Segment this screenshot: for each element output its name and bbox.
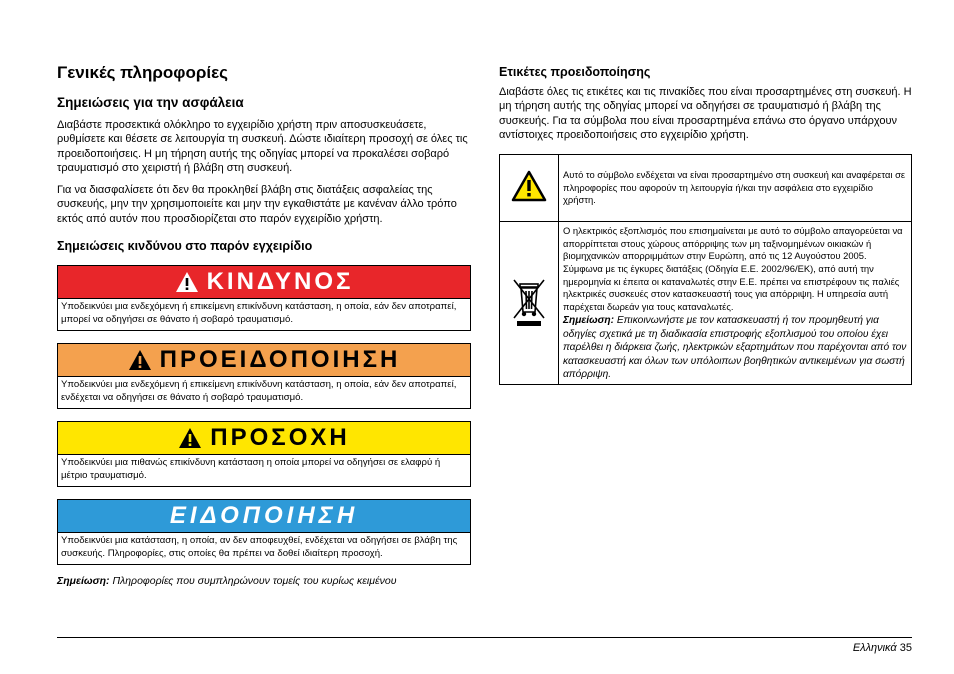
- danger-box: [57, 265, 471, 331]
- footer: [853, 642, 912, 654]
- hazard-heading: Σημειώσεις κινδύνου στο παρόν εγχειρίδιο: [57, 239, 313, 254]
- labels-paragraph: Διαβάστε όλες τις ετικέτες και τις πινακίδες που είναι προσαρτημένες στη συσκευή. Η μη τήρηση αυτής της οδηγίας μπορεί να οδηγήσει σε τραυματισμό ή βλάβη της συσκευής. Για τα σύμβολα που είναι προσαρτημένα επάνω στο όργανο υπάρχουν αντίστοιχες προειδοποιήσεις στο εγχειρίδιο χρήστη.: [499, 86, 912, 141]
- section-title: Γενικές πληροφορίες: [57, 63, 228, 82]
- labels-heading: Ετικέτες προειδοποίησης: [499, 65, 651, 79]
- right-column: [499, 64, 912, 385]
- warning-triangle-icon: [128, 349, 152, 371]
- notice-header: [58, 500, 470, 532]
- safety-heading: Σημειώσεις για την ασφάλεια: [57, 95, 244, 110]
- safety-paragraph-2: Για να διασφαλίσετε ότι δεν θα προκληθεί βλάβη στις διατάξεις ασφαλείας της συσκευής, μην την χρησιμοποιείτε και μην την εγκαθιστάτε με κανέναν άλλο τρόπο εκτός από αυτόν που προσδιορίζεται στο παρόν εγχειρίδιο χρήστη.: [57, 184, 457, 225]
- safety-paragraph-1: Διαβάστε προσεκτικά ολόκληρο το εγχειρίδιο χρήστη πριν αποσυσκευάσετε, ρυθμίσετε και θέσετε σε λειτουργία τη συσκευή. Δώστε ιδιαίτερη προσοχή σε όλες τις προειδοποιήσεις. Η μη τήρηση αυτής της οδηγίας μπορεί να προκαλέσει σοβαρό τραυματισμό στο χειριστή ή βλάβη στη συσκευή.: [57, 119, 468, 174]
- danger-text: Υποδεικνύει μια ενδεχόμενη ή επικείμενη επικίνδυνη κατάσταση, η οποία, εάν δεν αποτραπεί, μπορεί να οδηγήσει σε θάνατο ή σοβαρό τραυματισμό.: [58, 298, 470, 330]
- caution-text: Υποδεικνύει μια πιθανώς επικίνδυνη κατάσταση η οποία μπορεί να οδηγήσει σε ελαφρύ ή μέτριο τραυματισμό.: [58, 454, 470, 486]
- label-desc-2: [559, 222, 912, 385]
- label-desc-1: Αυτό το σύμβολο ενδέχεται να είναι προσαρτημένο στη συσκευή και αναφέρεται σε πληροφορίες που αφορούν τη λειτουργία ή/και την ασφάλεια στο εγχειρίδιο χρήστη.: [559, 155, 912, 222]
- symbol-cell: [500, 222, 559, 385]
- note: [57, 574, 471, 588]
- warning-triangle-icon: [175, 271, 199, 293]
- warning-triangle-icon: [178, 427, 202, 449]
- footer-divider: [57, 637, 912, 638]
- warning-label: ΠΡΟΕΙΔΟΠΟΙΗΣΗ: [159, 346, 401, 374]
- notice-box: [57, 499, 471, 565]
- footer-language: Ελληνικά: [852, 642, 897, 654]
- note-text: Πληροφορίες που συμπληρώνουν τομείς του κυρίως κειμένου: [112, 575, 397, 588]
- warning-text: Υποδεικνύει μια ενδεχόμενη ή επικείμενη επικίνδυνη κατάσταση, η οποία, εάν δεν αποτραπεί, ενδέχεται να οδηγήσει σε θάνατο ή σοβαρό τραυματισμό.: [58, 376, 470, 408]
- caution-box: [57, 421, 471, 487]
- warning-header: [58, 344, 470, 376]
- symbol-cell: [500, 155, 559, 222]
- left-column: [57, 62, 471, 588]
- caution-header: [58, 422, 470, 454]
- labels-table: [499, 154, 912, 385]
- warning-box: [57, 343, 471, 409]
- danger-header: [58, 266, 470, 298]
- danger-label: ΚΙΝΔΥΝΟΣ: [206, 268, 354, 296]
- weee-note-label: Σημείωση:: [563, 315, 614, 327]
- note-label: Σημείωση:: [57, 575, 110, 588]
- weee-text: Ο ηλεκτρικός εξοπλισμός που επισημαίνεται με αυτό το σύμβολο απαγορεύεται να απορρίπτεται στους χώρους απόρριψης των μη ταξινομημένων οικιακών ή βιομηχανικών απορριμμάτων στην Ευρώπη, από τις 12 Αυγούστου 2005. Σύμφωνα με τις έγκυρες διατάξεις (Οδηγία Ε.Ε. 2002/96/ΕΚ), από αυτή την ημερομηνία κι έπειτα οι καταναλωτές στην Ε.Ε. πρέπει να επιστρέφουν τις παλιές ηλεκτρικές συσκευές στον κατασκευαστή τους για απόρριψη. Η υπηρεσία αυτή παρέχεται δωρεάν για τους καταναλωτές.: [563, 225, 903, 312]
- table-row: [500, 222, 912, 385]
- weee-note-text: Επικοινωνήστε με τον κατασκευαστή ή τον προμηθευτή για οδηγίες σχετικά με τη διαδικασία επιστροφής εξοπλισμού του οποίου έχει παρέλθει η διάρκεια ζωής, ηλεκτρικών εξαρτημάτων που παρέχονται από τον κατασκευαστή και όλων των υπόλοιπων βοηθητικών αντικειμένων για σωστή απόρριψη.: [563, 315, 907, 380]
- page-number: 35: [899, 642, 912, 654]
- notice-label: ΕΙΔΟΠΟΙΗΣΗ: [169, 502, 359, 530]
- warning-triangle-icon: [511, 189, 547, 206]
- caution-label: ΠΡΟΣΟΧΗ: [210, 424, 350, 452]
- notice-text: Υποδεικνύει μια κατάσταση, η οποία, αν δεν αποφευχθεί, ενδέχεται να οδηγήσει σε βλάβη της συσκευής. Πληροφορίες, στις οποίες θα πρέπει να δοθεί ιδιαίτερη προσοχή.: [58, 532, 470, 564]
- crossed-bin-icon: [509, 315, 549, 332]
- weee-note: [563, 314, 907, 381]
- table-row: [500, 155, 912, 222]
